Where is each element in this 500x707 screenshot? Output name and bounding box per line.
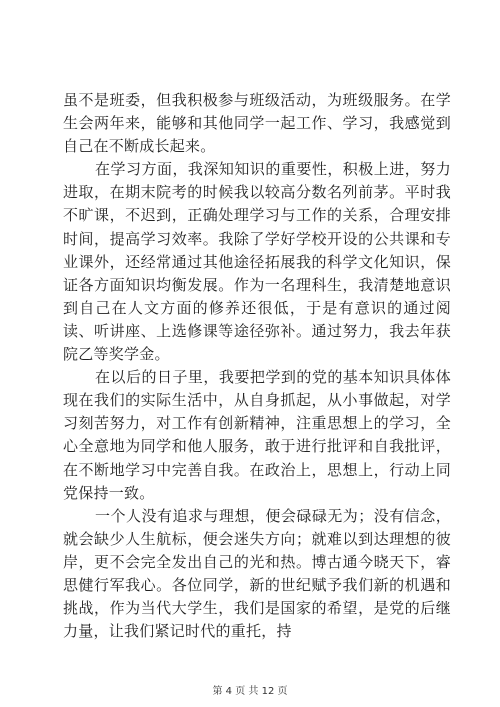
paragraph-3: 在以后的日子里，我要把学到的党的基本知识具体体现在我们的实际生活中，从自身抓起，从小事做起，对学习刻苦努力，对工作有创新精神，注重思想上的学习，全心全意地为同学和他人服务，敢于进行批评和自我批评，在不断地学习中完善自我。在政治上，思想上，行动上同党保持一致。 — [63, 368, 451, 502]
paragraph-1: 虽不是班委，但我积极参与班级活动，为班级服务。在学生会两年来，能够和其他同学一起工作、学习，我感觉到自己在不断成长起来。 — [63, 91, 451, 156]
page-number: 第 4 页 — [212, 686, 246, 697]
paragraph-4: 一个人没有追求与理想，便会碌碌无为；没有信念，就会缺少人生航标，便会迷失方向；就难以到达理想的彼岸，更不会完全发出自己的光和热。博古通今晓天下，睿思健行军我心。各位同学，新的世纪赋予我们新的机遇和挑战，作为当代大学生，我们是国家的希望，是党的后继力量，让我们紧记时代的重托，持 — [63, 506, 451, 641]
page-footer — [0, 682, 500, 697]
document-body — [63, 89, 451, 643]
total-pages: 共 12 页 — [248, 686, 288, 697]
paragraph-2: 在学习方面，我深知知识的重要性，积极上进，努力进取，在期末院考的时候我以较高分数名列前茅。平时我不旷课，不迟到，正确处理学习与工作的关系，合理安排时间，提高学习效率。我除了学好学校开设的公共课和专业课外，还经常通过其他途径拓展我的科学文化知识，保证各方面知识均衡发展。作为一名理科生，我清楚地意识到自己在人文方面的修养还很低，于是有意识的通过阅读、听讲座、上选修课等途径弥补。通过努力，我去年获院乙等奖学金。 — [63, 160, 451, 364]
